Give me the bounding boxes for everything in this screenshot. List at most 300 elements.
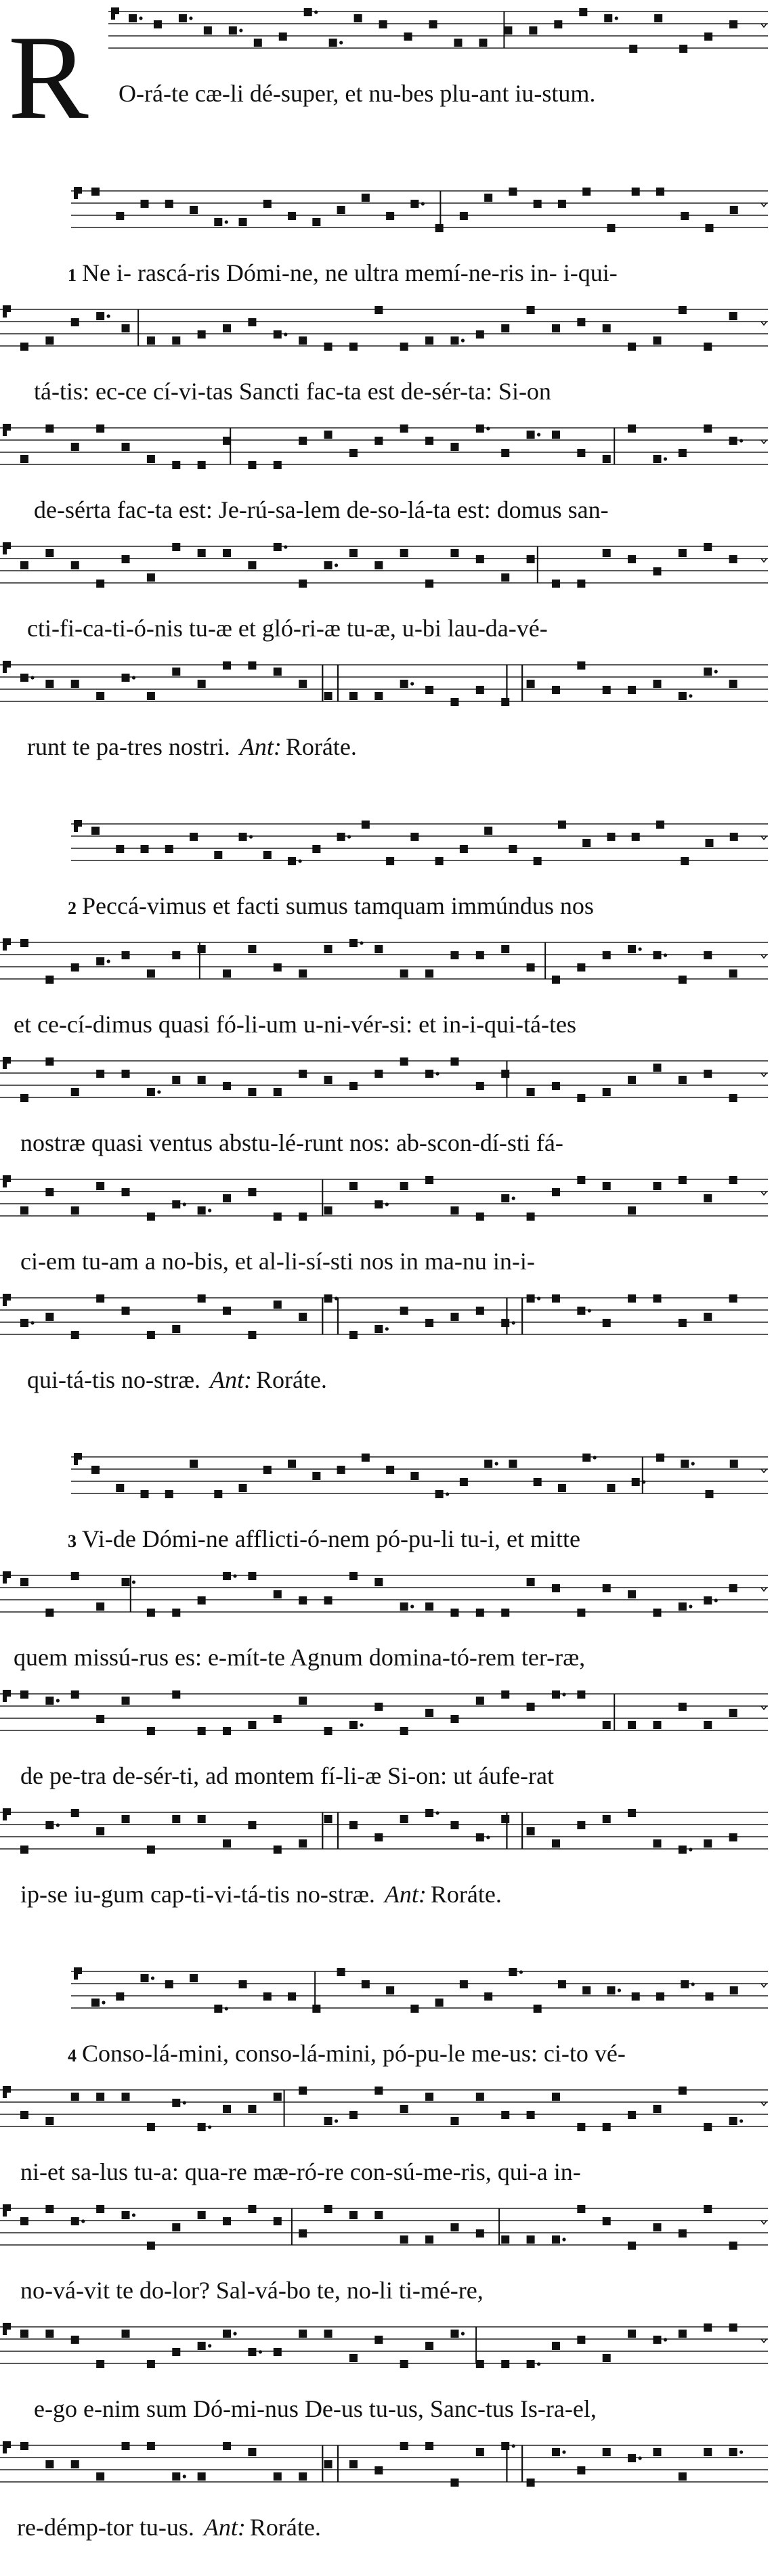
lyrics-line bbox=[20, 1882, 502, 1906]
neume-note bbox=[527, 306, 535, 314]
punctum-mora-dot bbox=[314, 10, 318, 14]
chant-system bbox=[0, 3, 772, 118]
neume-note bbox=[198, 1815, 206, 1823]
neume-note bbox=[653, 680, 661, 688]
neume-note bbox=[122, 1307, 130, 1315]
neume-note bbox=[653, 2448, 661, 2456]
neume-note bbox=[450, 2330, 458, 2338]
chant-system bbox=[0, 183, 772, 298]
neume-note bbox=[374, 2466, 383, 2474]
neume-note bbox=[705, 1490, 713, 1498]
neume-note bbox=[552, 431, 560, 439]
neume-note bbox=[656, 821, 664, 829]
c-clef-icon bbox=[3, 1294, 11, 1306]
neume-note bbox=[20, 1846, 28, 1854]
lyrics-text: et ce-cí-dimus quasi fó-li-um u-ni-vér-si: et in-i-qui-tá-tes bbox=[14, 1011, 577, 1038]
neume-note bbox=[681, 1980, 689, 1988]
chant-system bbox=[0, 2437, 772, 2552]
punctum-mora-dot bbox=[689, 694, 692, 697]
neume-note bbox=[577, 318, 585, 326]
neume-note bbox=[527, 1703, 535, 1711]
neume-note bbox=[374, 1833, 383, 1841]
neume-note bbox=[476, 1082, 484, 1090]
neume-note bbox=[172, 668, 180, 676]
neume-note bbox=[349, 1182, 358, 1190]
neume-note bbox=[45, 1188, 53, 1196]
staff bbox=[0, 183, 772, 257]
neume-note bbox=[554, 20, 562, 28]
neume-note bbox=[288, 212, 296, 220]
neume-note bbox=[450, 2479, 458, 2487]
neume-note bbox=[299, 2087, 307, 2095]
neume-note bbox=[214, 1490, 222, 1498]
punctum-mora-dot bbox=[339, 41, 343, 44]
neume-note bbox=[704, 1721, 712, 1729]
neume-note bbox=[248, 2448, 256, 2456]
neume-note bbox=[299, 2229, 307, 2237]
neume-note bbox=[705, 839, 713, 847]
punctum-mora-dot bbox=[486, 1835, 490, 1839]
neume-note bbox=[223, 1082, 231, 1090]
neume-note bbox=[304, 8, 312, 16]
neume-note bbox=[476, 330, 484, 339]
neume-note bbox=[141, 200, 149, 208]
neume-note bbox=[704, 1839, 712, 1848]
staff bbox=[0, 301, 772, 376]
neume-note bbox=[299, 1313, 307, 1321]
neume-note bbox=[45, 2205, 53, 2213]
punctum-mora-dot bbox=[102, 2001, 105, 2004]
neume-note bbox=[729, 2323, 737, 2332]
punctum-mora-dot bbox=[664, 953, 667, 957]
punctum-mora-dot bbox=[360, 1723, 363, 1726]
neume-note bbox=[172, 2472, 180, 2481]
neume-note bbox=[214, 2005, 222, 2013]
punctum-mora-dot bbox=[132, 676, 135, 679]
neume-note bbox=[324, 945, 333, 953]
neume-note bbox=[729, 437, 737, 445]
neume-note bbox=[704, 2448, 712, 2456]
neume-note bbox=[96, 1827, 104, 1835]
neume-note bbox=[165, 200, 173, 208]
neume-note bbox=[656, 1454, 664, 1462]
neume-note bbox=[223, 1194, 231, 1202]
punctum-mora-dot bbox=[347, 835, 351, 838]
neume-note bbox=[400, 2105, 408, 2113]
punctum-mora-dot bbox=[588, 1309, 591, 1312]
neume-note bbox=[607, 833, 615, 841]
neume-note bbox=[729, 1176, 737, 1184]
neume-note bbox=[476, 2360, 484, 2368]
neume-note bbox=[71, 1809, 79, 1817]
neume-note bbox=[147, 1727, 155, 1735]
neume-note bbox=[425, 2442, 433, 2450]
neume-note bbox=[20, 2442, 28, 2450]
neume-note bbox=[501, 1319, 509, 1327]
neume-note bbox=[172, 461, 180, 469]
punctum-mora-dot bbox=[537, 2362, 540, 2365]
neume-note bbox=[122, 2330, 130, 2338]
neume-note bbox=[460, 845, 468, 853]
punctum-mora-dot bbox=[335, 563, 338, 567]
neume-note bbox=[248, 661, 256, 670]
neume-note bbox=[552, 1584, 560, 1592]
neume-note bbox=[299, 580, 307, 588]
antiphon-incipit: Roráte. bbox=[255, 1366, 327, 1393]
neume-note bbox=[71, 1690, 79, 1699]
neume-note bbox=[729, 680, 737, 688]
neume-note bbox=[450, 1821, 458, 1829]
neume-note bbox=[45, 680, 53, 688]
punctum-mora-dot bbox=[537, 433, 540, 436]
neume-note bbox=[552, 1082, 560, 1090]
neume-note bbox=[274, 1213, 282, 1221]
neume-note bbox=[603, 951, 611, 959]
neume-note bbox=[248, 2348, 256, 2356]
punctum-mora-dot bbox=[284, 332, 287, 336]
neume-note bbox=[460, 1980, 468, 1988]
neume-note bbox=[324, 2460, 333, 2468]
punctum-mora-dot bbox=[81, 2219, 85, 2223]
c-clef-icon bbox=[3, 1690, 11, 1702]
punctum-mora-dot bbox=[446, 1492, 449, 1496]
neume-note bbox=[362, 194, 370, 202]
neume-note bbox=[476, 1609, 484, 1617]
neume-note bbox=[198, 1206, 206, 1215]
chant-system bbox=[0, 1686, 772, 1801]
punctum-mora-dot bbox=[385, 1327, 389, 1330]
neume-note bbox=[172, 336, 180, 345]
neume-note bbox=[141, 1974, 149, 1982]
neume-note bbox=[337, 206, 345, 214]
neume-note bbox=[337, 1968, 345, 1976]
neume-note bbox=[45, 2117, 53, 2125]
neume-note bbox=[122, 951, 130, 959]
neume-note bbox=[529, 26, 537, 35]
neume-note bbox=[628, 424, 636, 433]
neume-note bbox=[704, 424, 712, 433]
neume-note bbox=[263, 200, 272, 208]
neume-note bbox=[223, 2217, 231, 2225]
neume-note bbox=[534, 1478, 542, 1486]
neume-note bbox=[425, 1070, 433, 1078]
neume-note bbox=[552, 1294, 560, 1303]
neume-note bbox=[198, 2211, 206, 2219]
neume-note bbox=[172, 1815, 180, 1823]
neume-note bbox=[274, 2093, 282, 2101]
antiphon-label: Ant: bbox=[384, 1881, 427, 1908]
chant-system bbox=[0, 2200, 772, 2315]
neume-note bbox=[147, 2360, 155, 2368]
neume-note bbox=[349, 549, 358, 557]
neume-note bbox=[479, 39, 487, 47]
neume-note bbox=[172, 543, 180, 551]
lyrics-text: ci-em tu-am a no-bis, et al-li-sí-sti nos in ma-nu in-i- bbox=[20, 1248, 535, 1275]
lyrics-line bbox=[14, 1012, 576, 1036]
neume-note bbox=[172, 1690, 180, 1699]
punctum-mora-dot bbox=[183, 2101, 186, 2104]
neume-note bbox=[704, 1194, 712, 1202]
neume-note bbox=[122, 1815, 130, 1823]
neume-note bbox=[20, 2330, 28, 2338]
neume-note bbox=[214, 851, 222, 859]
lyrics-line bbox=[68, 261, 618, 285]
punctum-mora-dot bbox=[639, 2456, 642, 2460]
neume-note bbox=[71, 1331, 79, 1339]
neume-note bbox=[147, 2242, 155, 2250]
verse-number: 1 bbox=[68, 265, 77, 285]
neume-note bbox=[349, 2460, 358, 2468]
neume-note bbox=[198, 1727, 206, 1735]
neume-note bbox=[190, 1974, 198, 1982]
neume-note bbox=[248, 1331, 256, 1339]
neume-note bbox=[603, 2123, 611, 2131]
neume-note bbox=[501, 945, 509, 953]
punctum-mora-dot bbox=[225, 220, 228, 223]
neume-note bbox=[425, 969, 433, 978]
neume-note bbox=[71, 1206, 79, 1215]
punctum-mora-dot bbox=[512, 1321, 515, 1324]
neume-note bbox=[501, 573, 509, 582]
neume-note bbox=[198, 549, 206, 557]
neume-note bbox=[400, 424, 408, 433]
neume-note bbox=[484, 1460, 492, 1468]
neume-note bbox=[552, 2448, 560, 2456]
neume-note bbox=[501, 2111, 509, 2119]
neume-note bbox=[400, 1057, 408, 1066]
neume-note bbox=[374, 561, 383, 569]
punctum-mora-dot bbox=[461, 339, 465, 342]
neume-note bbox=[501, 1070, 509, 1078]
neume-note bbox=[122, 674, 130, 682]
neume-note bbox=[527, 1578, 535, 1586]
c-clef-icon bbox=[3, 424, 11, 436]
neume-note bbox=[190, 833, 198, 841]
neume-note bbox=[45, 1057, 53, 1066]
punctum-mora-dot bbox=[691, 1462, 695, 1465]
neume-note bbox=[628, 1294, 636, 1303]
neume-note bbox=[129, 14, 137, 22]
neume-note bbox=[501, 324, 509, 332]
neume-note bbox=[45, 2330, 53, 2338]
neume-note bbox=[653, 2336, 661, 2344]
neume-note bbox=[603, 455, 611, 463]
punctum-mora-dot bbox=[132, 1580, 135, 1584]
neume-note bbox=[484, 1992, 492, 2001]
staff bbox=[0, 1053, 772, 1127]
punctum-mora-dot bbox=[107, 314, 110, 318]
neume-note bbox=[20, 455, 28, 463]
neume-note bbox=[223, 1727, 231, 1735]
neume-note bbox=[435, 224, 444, 232]
punctum-mora-dot bbox=[739, 2119, 743, 2122]
neume-note bbox=[527, 555, 535, 563]
c-clef-icon bbox=[3, 542, 11, 554]
neume-note bbox=[653, 1839, 661, 1848]
lyrics-line bbox=[34, 498, 609, 522]
neume-note bbox=[527, 2360, 535, 2368]
neume-note bbox=[425, 1176, 433, 1184]
neume-note bbox=[552, 2342, 560, 2350]
drop-capital: R bbox=[8, 10, 89, 144]
neume-note bbox=[198, 945, 206, 953]
lyrics-text: Conso-lá-mini, conso-lá-mini, pó-pu-le me-us: ci-to vé- bbox=[82, 2040, 626, 2067]
neume-note bbox=[96, 957, 104, 965]
neume-note bbox=[400, 2442, 408, 2450]
neume-note bbox=[656, 1992, 664, 2001]
neume-note bbox=[450, 1609, 458, 1617]
lyrics-text: e-go e-nim sum Dó-mi-nus De-us tu-us, Sanc-tus Is-ra-el, bbox=[34, 2395, 597, 2422]
neume-note bbox=[71, 1572, 79, 1580]
c-clef-icon bbox=[74, 1967, 82, 1980]
neume-note bbox=[679, 1076, 687, 1084]
neume-note bbox=[248, 945, 256, 953]
c-clef-icon bbox=[3, 1808, 11, 1820]
chant-system bbox=[0, 2082, 772, 2197]
neume-note bbox=[71, 318, 79, 326]
lyrics-line bbox=[27, 1368, 327, 1392]
neume-note bbox=[425, 1709, 433, 1717]
neume-note bbox=[96, 692, 104, 700]
neume-note bbox=[147, 2123, 155, 2131]
neume-note bbox=[96, 2093, 104, 2101]
neume-note bbox=[274, 668, 282, 676]
neume-note bbox=[248, 318, 256, 326]
neume-note bbox=[603, 1721, 611, 1729]
punctum-mora-dot bbox=[435, 1072, 439, 1075]
neume-note bbox=[681, 1460, 689, 1468]
neume-note bbox=[165, 845, 173, 853]
neume-note bbox=[653, 1294, 661, 1303]
neume-note bbox=[527, 680, 535, 688]
neume-note bbox=[603, 1584, 611, 1592]
staff bbox=[0, 1449, 772, 1523]
neume-note bbox=[679, 306, 687, 314]
punctum-mora-dot bbox=[739, 439, 743, 442]
neume-note bbox=[45, 976, 53, 984]
neume-note bbox=[704, 1070, 712, 1078]
neume-note bbox=[198, 2342, 206, 2350]
neume-note bbox=[329, 39, 337, 47]
neume-note bbox=[349, 343, 358, 351]
neume-note bbox=[122, 1697, 130, 1705]
neume-note bbox=[729, 1094, 737, 1102]
neume-note bbox=[410, 2005, 419, 2013]
neume-note bbox=[223, 969, 231, 978]
neume-note bbox=[679, 549, 687, 557]
neume-note bbox=[374, 2211, 383, 2219]
neume-note bbox=[534, 2005, 542, 2013]
neume-note bbox=[91, 827, 100, 835]
neume-note bbox=[122, 1188, 130, 1196]
neume-note bbox=[603, 324, 611, 332]
neume-note bbox=[679, 1703, 687, 1711]
staff bbox=[0, 2437, 772, 2512]
neume-note bbox=[476, 1697, 484, 1705]
neume-note bbox=[190, 206, 198, 214]
neume-note bbox=[704, 668, 712, 676]
neume-note bbox=[374, 306, 383, 314]
neume-note bbox=[679, 976, 687, 984]
neume-note bbox=[400, 1307, 408, 1315]
neume-note bbox=[198, 2123, 206, 2131]
neume-note bbox=[607, 224, 615, 232]
neume-note bbox=[400, 343, 408, 351]
staff bbox=[0, 1567, 772, 1642]
neume-note bbox=[577, 2205, 585, 2213]
neume-note bbox=[653, 1064, 661, 1072]
neume-note bbox=[729, 20, 737, 28]
c-clef-icon bbox=[3, 2086, 11, 2098]
punctum-mora-dot bbox=[512, 2444, 515, 2447]
neume-note bbox=[628, 2330, 636, 2338]
neume-note bbox=[386, 1466, 394, 1474]
verse-number: 3 bbox=[68, 1531, 77, 1551]
neume-note bbox=[504, 26, 512, 35]
neume-note bbox=[147, 969, 155, 978]
neume-note bbox=[198, 680, 206, 688]
neume-note bbox=[501, 1194, 509, 1202]
neume-note bbox=[534, 857, 542, 865]
neume-note bbox=[324, 1727, 333, 1735]
chant-system bbox=[0, 538, 772, 653]
neume-note bbox=[603, 1319, 611, 1327]
neume-note bbox=[653, 1182, 661, 1190]
neume-note bbox=[45, 1821, 53, 1829]
neume-note bbox=[96, 2360, 104, 2368]
neume-note bbox=[654, 14, 662, 22]
lyrics-line bbox=[20, 1764, 554, 1788]
lyrics-text: runt te pa-tres nostri. bbox=[27, 733, 230, 760]
neume-note bbox=[374, 1578, 383, 1586]
neume-note bbox=[558, 1980, 566, 1988]
neume-note bbox=[324, 2205, 333, 2213]
neume-note bbox=[501, 1815, 509, 1823]
neume-note bbox=[410, 200, 419, 208]
neume-note bbox=[374, 2336, 383, 2344]
neume-note bbox=[653, 336, 661, 345]
neume-note bbox=[337, 1466, 345, 1474]
staff bbox=[0, 816, 772, 890]
neume-note bbox=[653, 2105, 661, 2113]
neume-note bbox=[582, 188, 591, 196]
neume-note bbox=[147, 2442, 155, 2450]
neume-note bbox=[263, 1466, 272, 1474]
chant-system bbox=[0, 934, 772, 1049]
neume-note bbox=[172, 1200, 180, 1208]
neume-note bbox=[45, 1697, 53, 1705]
neume-note bbox=[20, 1690, 28, 1699]
neume-note bbox=[349, 449, 358, 457]
neume-note bbox=[198, 2472, 206, 2481]
punctum-mora-dot bbox=[519, 1970, 523, 1973]
chant-system bbox=[0, 1963, 772, 2078]
neume-note bbox=[96, 1070, 104, 1078]
punctum-mora-dot bbox=[618, 1988, 621, 1992]
neume-note bbox=[577, 1307, 585, 1315]
punctum-mora-dot bbox=[157, 1090, 160, 1093]
neume-note bbox=[400, 2235, 408, 2244]
c-clef-icon bbox=[3, 2204, 11, 2217]
neume-note bbox=[501, 2360, 509, 2368]
neume-note bbox=[71, 2217, 79, 2225]
neume-note bbox=[628, 555, 636, 563]
neume-note bbox=[534, 200, 542, 208]
neume-note bbox=[603, 2217, 611, 2225]
neume-note bbox=[632, 833, 640, 841]
neume-note bbox=[274, 1846, 282, 1854]
neume-note bbox=[476, 2448, 484, 2456]
